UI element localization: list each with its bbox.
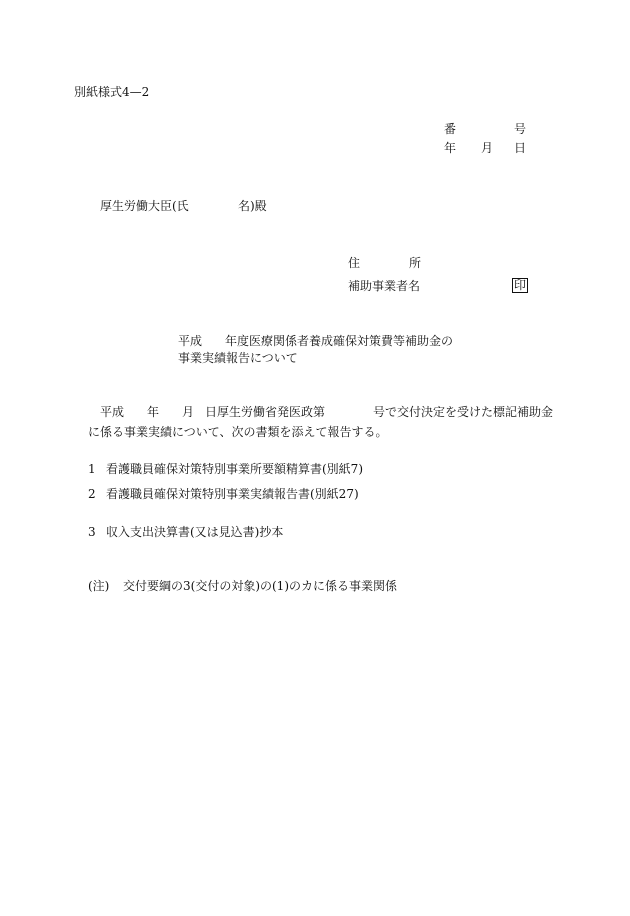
body-text-part2: 号で交付決定を受けた標記補助金 [373,405,554,419]
note-text: 交付要綱の3(交付の対象)の(1)のカに係る事業関係 [123,579,397,593]
body-month: 月 [182,405,195,419]
seal-label: 印 [514,278,527,292]
applicant-address-label-a: 住 [348,256,361,270]
applicant-address-label-b: 所 [409,256,422,270]
form-id: 別紙様式4—2 [74,85,150,99]
list-item-number-2: 2 [88,487,96,501]
date-month-label: 月 [481,141,494,155]
subject-line2: 事業実績報告について [178,351,298,365]
subject-line1: 年度医療関係者養成確保対策費等補助金の [225,334,454,348]
note-label: (注) [88,579,110,593]
seal-mark [512,278,528,293]
applicant-name-label: 補助事業者名 [348,279,421,293]
list-item-text-3: 収入支出決算書(又は見込書)抄本 [106,525,284,539]
date-day-label: 日 [514,141,527,155]
body-line2: に係る事業実績について、次の書類を添えて報告する。 [88,425,388,439]
list-item-number-1: 1 [88,462,96,476]
ref-ban-label: 番 [444,122,457,136]
body-text-part1: 日厚生労働省発医政第 [205,405,326,419]
subject-era: 平成 [178,334,203,348]
date-year-label: 年 [444,141,457,155]
body-era: 平成 [100,405,125,419]
ref-go-label: 号 [514,122,527,136]
body-year: 年 [147,405,160,419]
addressee-suffix: 名)殿 [238,199,267,213]
list-item-text-1: 看護職員確保対策特別事業所要額精算書(別紙7) [106,462,363,476]
list-item-text-2: 看護職員確保対策特別事業実績報告書(別紙27) [106,487,359,501]
addressee-prefix: 厚生労働大臣(氏 [100,199,189,213]
list-item-number-3: 3 [88,525,96,539]
